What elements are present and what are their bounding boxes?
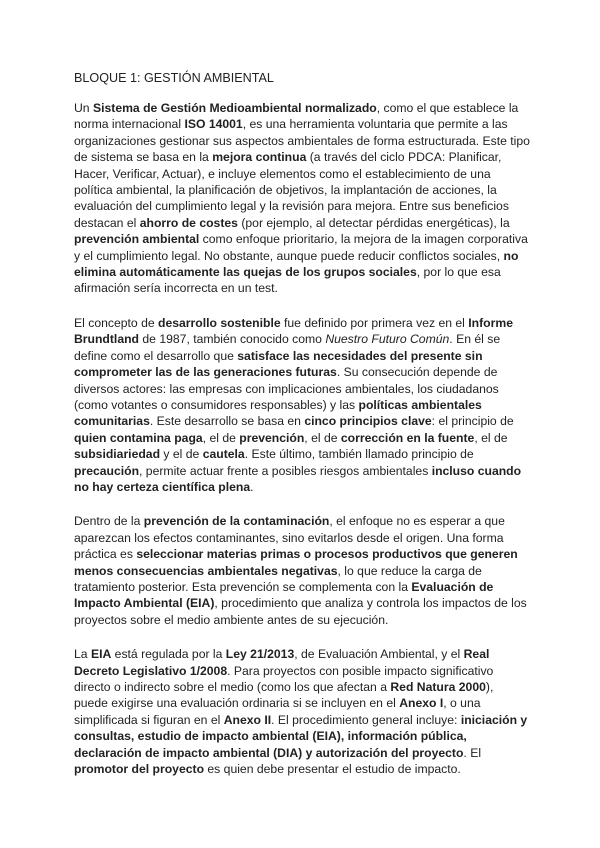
paragraph-desarrollo-sostenible: [74, 315, 530, 495]
text-run: ), puede exigirse una evaluación ordinaria si se incluyen en el: [74, 680, 494, 711]
bold-text: iniciación y consultas, estudio de impacto ambiental (EIA), información pública, declaración de impacto ambiental (DIA) y autorización del proyecto: [74, 712, 528, 760]
bold-text: cautela: [202, 447, 245, 462]
bold-text: cinco principios clave: [304, 414, 432, 429]
text-run: (a través del ciclo PDCA: Planificar, Hacer, Verificar, Actuar), e incluye elementos como el establecimiento de una política ambiental, la planificación de objetivos, la implantación de acciones, la evaluación del cumplimiento legal y la revisión para mejora. Entre sus beneficios destacan el: [74, 150, 509, 230]
text-run: Dentro de la: [74, 514, 144, 529]
text-run: , permite actuar frente a posibles riesgos ambientales: [139, 463, 432, 478]
bold-text: Anexo I: [399, 696, 444, 711]
bold-text: seleccionar materias primas o procesos productivos que generen menos consecuencias ambientales negativas: [74, 547, 518, 578]
bold-text: incluso cuando no hay certeza científica plena: [74, 463, 522, 494]
text-run: , lo que reduce la carga de tratamiento posterior. Esta prevención se complementa con la: [74, 563, 482, 594]
text-run: , el de: [304, 430, 341, 445]
text-run: , es una herramienta voluntaria que permite a las organizaciones gestionar sus aspectos ambientales de forma estructurada. Este tipo de sistema se basa en la: [74, 117, 530, 165]
bold-text: Informe Brundtland: [74, 315, 513, 347]
text-run: , el de: [474, 430, 508, 445]
text-run: , o una simplificada si figuran en el: [74, 696, 481, 727]
text-run: . Este desarrollo se basa en: [149, 414, 305, 429]
bold-text: ISO 14001: [184, 117, 243, 132]
text-run: . El: [463, 745, 482, 760]
bold-text: EIA: [90, 647, 112, 662]
text-run: . Este último, también llamado principio de: [244, 447, 474, 462]
bold-text: Evaluación de Impacto Ambiental (EIA): [74, 579, 494, 611]
text-run: . Su consecución depende de diversos actores: las empresas con implicaciones ambientales, los ciudadanos (como votantes o consumidores responsables) y las: [74, 365, 499, 412]
bold-text: Sistema de Gestión Medioambiental normalizado: [92, 101, 377, 115]
text-run: , el enfoque no es esperar a que aparezcan los efectos contaminantes, sino evitarlos desde el origen. Una forma práctica es: [74, 514, 505, 562]
text-run: y el de: [160, 447, 203, 462]
bold-text: mejora continua: [212, 150, 307, 165]
bold-text: Anexo II: [223, 712, 272, 727]
text-run: de 1987, también conocido como: [139, 332, 326, 347]
bold-text: prevención: [239, 430, 305, 445]
text-run: Un: [74, 101, 93, 115]
bold-text: satisface las necesidades del presente sin comprometer las de las generaciones futuras: [74, 348, 483, 380]
text-run: , como el que establece la norma internacional: [74, 101, 519, 132]
bold-text: promotor del proyecto: [74, 762, 205, 777]
text-run: La: [74, 647, 91, 662]
paragraph-iso14001: [74, 100, 530, 297]
text-run: es quien debe presentar el estudio de impacto.: [204, 762, 461, 777]
text-run: está regulada por la: [111, 647, 226, 662]
text-run: (por ejemplo, al detectar pérdidas energéticas), la: [237, 215, 510, 230]
bold-text: Red Natura 2000: [390, 680, 486, 694]
text-run: , procedimiento que analiza y controla los impactos de los proyectos sobre el medio ambiente antes de su ejecución.: [74, 596, 527, 627]
bold-text: desarrollo sostenible: [158, 315, 281, 330]
bold-text: subsidiariedad: [74, 447, 161, 462]
bold-text: precaución: [74, 463, 140, 478]
bold-text: corrección en la fuente: [340, 430, 475, 445]
italic-text: Nuestro Futuro Común: [325, 332, 450, 347]
bold-text: quien contamina paga: [74, 430, 203, 445]
text-run: .: [250, 479, 254, 494]
text-run: . En él se define como el desarrollo que: [74, 332, 501, 363]
text-run: . El procedimiento general incluye:: [271, 712, 461, 727]
text-run: , de Evaluación Ambiental, y el: [294, 647, 464, 662]
bold-text: prevención de la contaminación: [143, 514, 330, 529]
text-run: , por lo que esa afirmación sería incorrecta en un test.: [74, 265, 501, 296]
text-run: fue definido por primera vez en el: [280, 315, 469, 330]
bold-text: Real Decreto Legislativo 1/2008: [74, 647, 490, 678]
text-run: : el principio de: [431, 414, 514, 429]
text-run: . Para proyectos con posible impacto significativo directo o indirecto sobre el medio (como los que afectan a: [74, 663, 494, 694]
paragraph-prevencion-contaminacion: [74, 513, 530, 628]
bold-text: no elimina automáticamente las quejas de los grupos sociales: [74, 248, 519, 280]
text-run: , el de: [202, 430, 240, 445]
paragraph-eia-regulacion: [74, 646, 530, 777]
text-run: El concepto de: [74, 315, 159, 330]
section-title: BLOQUE 1: GESTIÓN AMBIENTAL: [74, 71, 274, 85]
bold-text: políticas ambientales comunitarias: [74, 397, 482, 429]
bold-text: prevención ambiental: [74, 232, 200, 247]
text-run: como enfoque prioritario, la mejora de la imagen corporativa y el cumplimiento legal. No obstante, aunque puede reducir conflictos sociales,: [74, 232, 528, 263]
bold-text: ahorro de costes: [139, 215, 238, 230]
bold-text: Ley 21/2013: [225, 647, 295, 662]
